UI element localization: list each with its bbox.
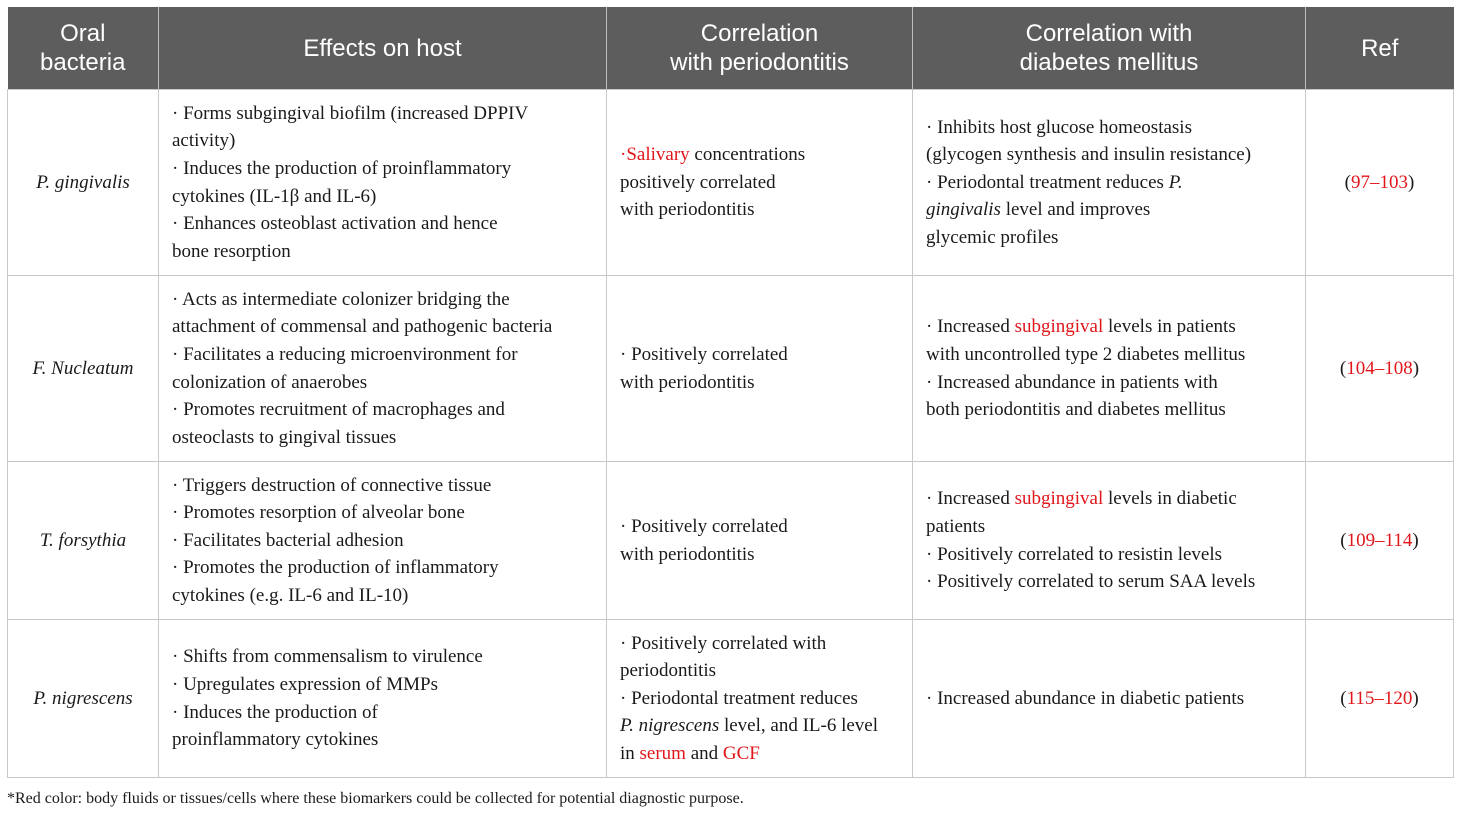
effects-cell: · Forms subgingival biofilm (increased DPPIV activity) · Induces the production of proinflammatory cytokines (IL-1β and IL-6) · Enhances osteoblast activation and hence bone resorption [159,90,607,276]
effects-cell: · Shifts from commensalism to virulence · Upregulates expression of MMPs · Induces the production of proinflammatory cytokines [159,620,607,778]
ref-link-start[interactable]: 104 [1346,357,1375,379]
bacteria-name: F. Nucleatum [8,276,159,462]
periodontitis-cell: · Positively correlated with periodontitis [607,462,913,620]
ref-cell: (104–108) [1306,276,1454,462]
ref-link-end[interactable]: 108 [1384,357,1413,379]
ref-cell: (115–120) [1306,620,1454,778]
data-table [7,7,1454,778]
ref-link-end[interactable]: 120 [1383,687,1413,709]
table-row [8,462,1454,620]
ref-cell: (109–114) [1306,462,1454,620]
table-row [8,620,1454,778]
highlight-term: GCF [722,742,760,764]
ref-link-start[interactable]: 109 [1346,529,1376,551]
ref-cell: (97–103) [1306,90,1454,276]
diabetes-cell: · Increased subgingival levels in patients with uncontrolled type 2 diabetes mellitus · Increased abundance in patients with both periodontitis and diabetes mellitus [913,276,1306,462]
ref-link-end[interactable]: 103 [1379,171,1408,193]
diabetes-cell: · Increased subgingival levels in diabetic patients · Positively correlated to resistin levels · Positively correlated to serum SAA levels [913,462,1306,620]
periodontitis-cell: ·Salivary concentrations positively correlated with periodontitis [607,90,913,276]
header-row [8,7,1454,90]
table-row [8,276,1454,462]
bacteria-name: T. forsythia [8,462,159,620]
highlight-term: subgingival [1014,316,1104,338]
bacteria-name: P. gingivalis [8,90,159,276]
highlight-term: ·Salivary [620,144,690,166]
table-footnote: *Red color: body fluids or tissues/cells where these biomarkers could be collected for potential diagnostic purpose. [7,790,744,807]
header-correlation-periodontitis: Correlation with periodontitis [607,7,913,90]
highlight-term: serum [639,742,686,764]
highlight-term: subgingival [1014,488,1104,510]
header-oral-bacteria: Oral bacteria [8,7,159,90]
ref-link-start[interactable]: 97 [1351,171,1370,193]
ref-link-start[interactable]: 115 [1346,687,1375,709]
ref-link-end[interactable]: 114 [1384,529,1413,551]
effects-cell: · Triggers destruction of connective tissue · Promotes resorption of alveolar bone · Facilitates bacterial adhesion · Promotes the production of inflammatory cytokines (e.g. IL-6 and IL-10) [159,462,607,620]
diabetes-cell: · Increased abundance in diabetic patients [913,620,1306,778]
header-correlation-diabetes: Correlation with diabetes mellitus [913,7,1306,90]
table-row [8,90,1454,276]
bacteria-name: P. nigrescens [8,620,159,778]
header-effects-on-host: Effects on host [159,7,607,90]
diabetes-cell: · Inhibits host glucose homeostasis (glycogen synthesis and insulin resistance) · Periodontal treatment reduces P. gingivalis level and improves glycemic profiles [913,90,1306,276]
header-ref: Ref [1306,7,1454,90]
effects-cell: · Acts as intermediate colonizer bridging the attachment of commensal and pathogenic bacteria · Facilitates a reducing microenvironment for colonization of anaerobes · Promotes recruitment of macrophages and osteoclasts to gingival tissues [159,276,607,462]
periodontitis-cell: · Positively correlated with periodontitis · Periodontal treatment reduces P. nigrescens level, and IL-6 level in serum and GCF [607,620,913,778]
periodontitis-cell: · Positively correlated with periodontitis [607,276,913,462]
